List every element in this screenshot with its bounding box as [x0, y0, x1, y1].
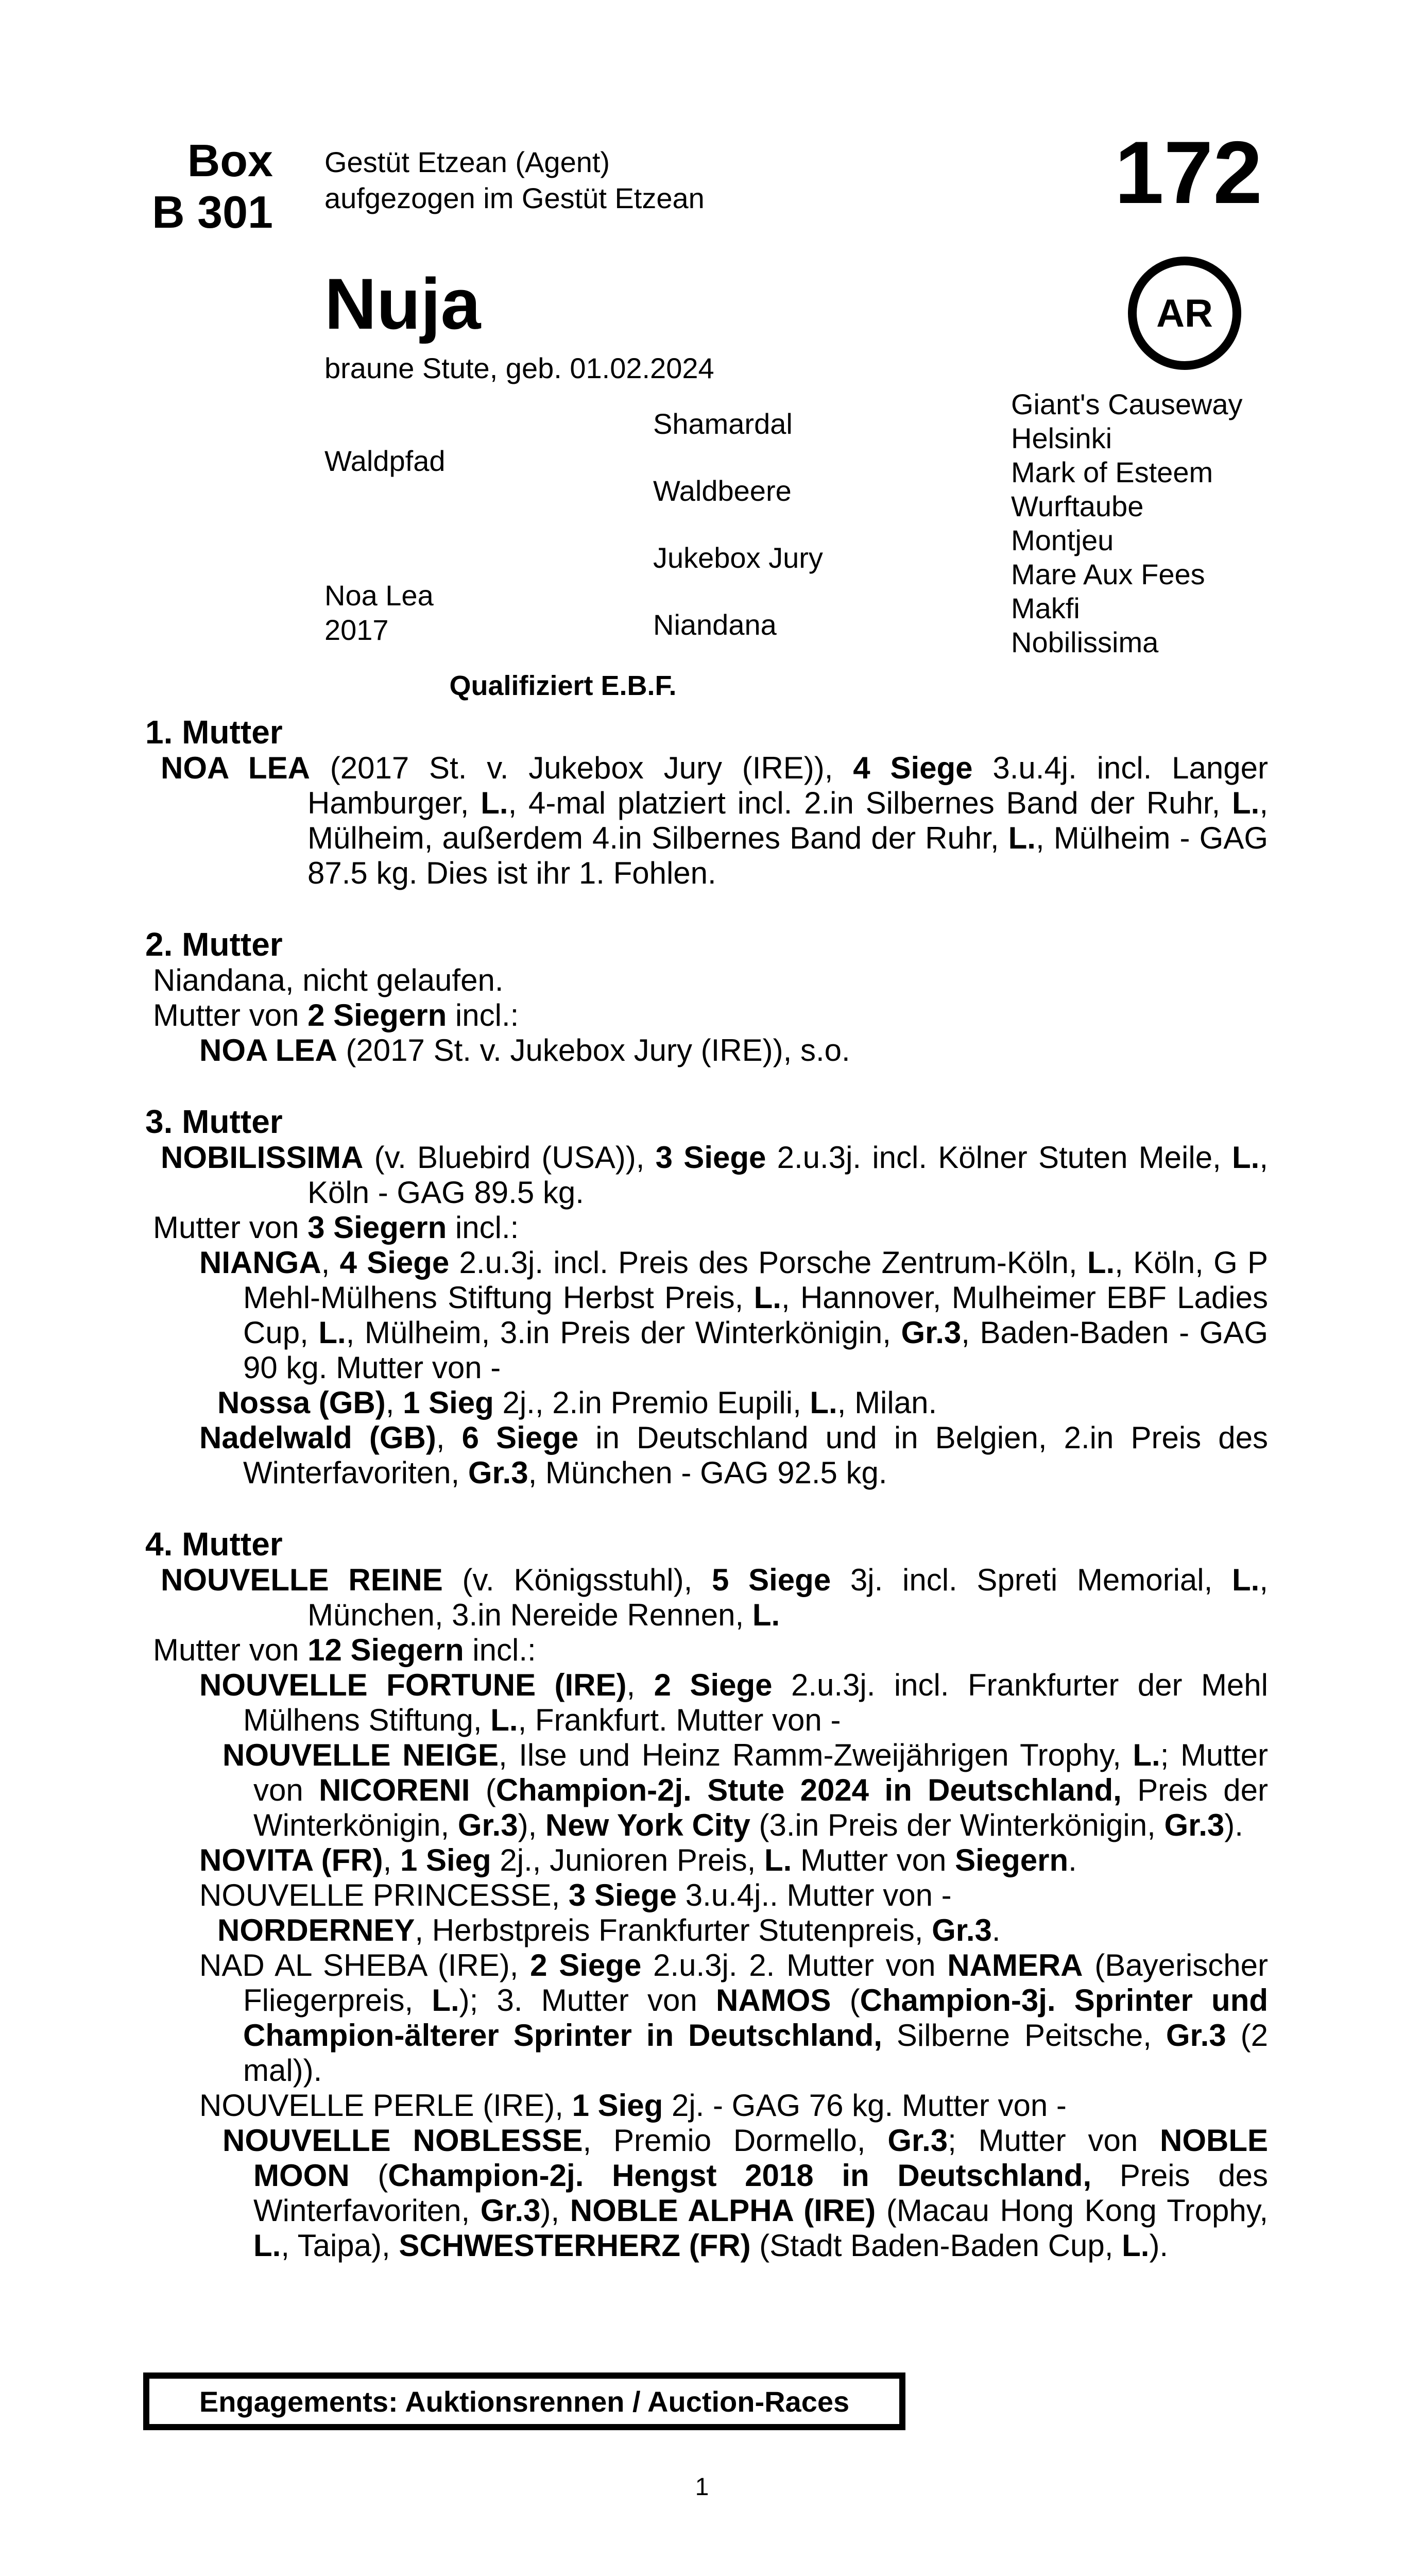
text: 2.u.3j. incl. Kölner Stuten Meile,	[766, 1140, 1232, 1175]
listed-tag: L.	[810, 1385, 837, 1420]
text: .	[1068, 1843, 1077, 1877]
horse-ref: NOBILISSIMA	[161, 1140, 364, 1175]
produce-entry	[153, 1245, 1268, 1385]
text: , Baden-Baden - GAG 90 kg. Mutter von -	[243, 1315, 1268, 1385]
horse-ref: New York City	[545, 1808, 750, 1842]
section-fourth-dam	[145, 1526, 1268, 2263]
produce-entry	[153, 1668, 1268, 1738]
produce-summary	[153, 998, 1268, 1033]
championship: Champion-3j. Sprinter und Champion-älterer Sprinter in Deutschland,	[243, 1983, 1268, 2053]
group-tag: Gr.3	[1166, 2018, 1226, 2053]
produce-entry	[153, 1948, 1268, 2088]
produce-entry	[153, 1738, 1268, 1843]
wins: 1 Sieg	[403, 1385, 494, 1420]
text: , Mülheim - GAG 87.5 kg. Dies ist ihr 1. Fohlen.	[307, 821, 1268, 890]
text: ,	[321, 1245, 340, 1280]
winners-ref: Siegern	[955, 1843, 1069, 1877]
text: (Bayerischer Fliegerpreis,	[243, 1948, 1268, 2018]
text: ; Mutter von	[948, 2123, 1138, 2158]
group-tag: Gr.3	[901, 1315, 962, 1350]
winners-count: 2 Siegern	[307, 998, 447, 1032]
text: ).	[1149, 2228, 1169, 2263]
pedigree-great-grandparent: Giant's Causeway	[1011, 388, 1243, 420]
horse-ref: NOUVELLE PRINCESSE	[199, 1878, 552, 1912]
horse-ref: NIANGA	[199, 1245, 321, 1280]
section-first-dam	[145, 714, 1268, 891]
winners-count: 12 Siegern	[307, 1633, 464, 1667]
pedigree-dam: Noa Lea	[324, 579, 434, 612]
listed-tag: L.	[1087, 1245, 1115, 1280]
listed-tag: L.	[1232, 1563, 1260, 1597]
text: , Premio Dormello,	[583, 2123, 888, 2158]
pedigree-grandparent: Shamardal	[653, 408, 793, 440]
text: , Hannover, Mulheimer EBF Ladies Cup,	[243, 1280, 1268, 1350]
text: (3.in Preis der Winterkönigin,	[750, 1808, 1165, 1842]
text: ,	[383, 1843, 400, 1877]
pedigree-great-grandparent: Nobilissima	[1011, 626, 1159, 658]
produce-entry	[153, 2123, 1268, 2263]
horse-ref: NOBLE MOON	[253, 2123, 1268, 2193]
text: Mutter von	[153, 998, 308, 1032]
box-label: Box	[187, 135, 273, 186]
listed-tag: L.	[764, 1843, 792, 1877]
produce-entry	[153, 1033, 1268, 1068]
dam-entry	[153, 751, 1268, 891]
engagements-box	[143, 2372, 905, 2430]
text: ,	[385, 1385, 403, 1420]
engagements-text: Engagements: Auktionsrennen / Auction-Races	[199, 2385, 850, 2418]
wins: 1 Sieg	[572, 2088, 663, 2123]
text: 2.u.3j. incl. Preis des Porsche Zentrum-Köln,	[449, 1245, 1087, 1280]
text: 2j., 2.in Premio Eupili,	[493, 1385, 810, 1420]
text: ),	[518, 1808, 545, 1842]
horse-ref: NAD AL SHEBA (IRE)	[199, 1948, 510, 1982]
pedigree-great-grandparent: Makfi	[1011, 592, 1080, 624]
pedigree-great-grandparent: Mark of Esteem	[1011, 456, 1213, 488]
text: ),	[540, 2193, 570, 2228]
wins: 6 Siege	[461, 1420, 579, 1455]
text: (v. Bluebird (USA)),	[363, 1140, 656, 1175]
wins: 5 Siege	[712, 1563, 831, 1597]
championship: Champion-2j. Hengst 2018 in Deutschland,	[388, 2158, 1092, 2193]
horse-ref: NOUVELLE NOBLESSE	[222, 2123, 583, 2158]
text: (Macau Hong Kong Trophy,	[876, 2193, 1268, 2228]
horse-ref: NOUVELLE PERLE (IRE)	[199, 2088, 555, 2123]
text: 3j. incl. Spreti Memorial,	[831, 1563, 1232, 1597]
listed-tag: L.	[481, 786, 508, 820]
raised-at: aufgezogen im Gestüt Etzean	[324, 182, 705, 214]
page-number: 1	[695, 2473, 709, 2501]
section-title: 2. Mutter	[145, 926, 283, 963]
text: ,	[509, 1948, 530, 1982]
listed-tag: L.	[1122, 2228, 1150, 2263]
text: (2017 St. v. Jukebox Jury (IRE)),	[310, 751, 853, 785]
text: (2017 St. v. Jukebox Jury (IRE)), s.o.	[337, 1033, 850, 1067]
winners-count: 3 Siegern	[307, 1210, 447, 1245]
wins: 2 Siege	[654, 1668, 773, 1702]
box-info	[103, 135, 273, 238]
horse-ref: NOA LEA	[161, 751, 310, 785]
listed-tag: L.	[752, 1598, 780, 1632]
horse-ref: NOVITA (FR)	[199, 1843, 383, 1877]
pedigree-grandparent: Waldbeere	[653, 474, 792, 507]
text: 2j. - GAG 76 kg. Mutter von -	[663, 2088, 1067, 2123]
text: ,	[555, 2088, 572, 2123]
text: (v. Königsstuhl),	[442, 1563, 712, 1597]
text: , Köln, G P Mehl-Mülhens Stiftung Herbst Preis,	[243, 1245, 1269, 1315]
dam-entry	[153, 1563, 1268, 1633]
horse-ref: NOUVELLE REINE	[161, 1563, 443, 1597]
text: , 4-mal platziert incl. 2.in Silbernes Band der Ruhr,	[508, 786, 1232, 820]
listed-tag: L.	[432, 1983, 459, 2018]
horse-ref: NOA LEA	[199, 1033, 337, 1067]
text: , Köln - GAG 89.5 kg.	[307, 1140, 1268, 1210]
horse-ref: NOUVELLE NEIGE	[222, 1738, 499, 1772]
text: , Milan.	[837, 1385, 937, 1420]
text: , Frankfurt. Mutter von -	[518, 1703, 841, 1737]
text: ,	[436, 1420, 462, 1455]
text: 2.u.3j. 2. Mutter von	[641, 1948, 948, 1982]
text: in Deutschland und in Belgien, 2.in Preis des Winterfavoriten,	[243, 1420, 1268, 1490]
text: ,	[626, 1668, 654, 1702]
text: ,	[551, 1878, 569, 1912]
text: , Taipa),	[281, 2228, 399, 2263]
ar-badge-label: AR	[1156, 291, 1213, 335]
group-tag: Gr.3	[1164, 1808, 1225, 1842]
family-content	[145, 714, 1268, 2263]
horse-ref: NAMERA	[947, 1948, 1083, 1982]
produce-entry	[153, 2088, 1268, 2123]
horse-name: Nuja	[324, 263, 481, 344]
text: (	[470, 1773, 496, 1807]
wins: 1 Sieg	[400, 1843, 491, 1877]
horse-ref: NAMOS	[716, 1983, 831, 2018]
group-tag: Gr.3	[887, 2123, 948, 2158]
horse-ref: NOUVELLE FORTUNE (IRE)	[199, 1668, 627, 1702]
dam-entry: Niandana, nicht gelaufen.	[153, 963, 504, 997]
produce-summary	[153, 1210, 1268, 1245]
horse-description: braune Stute, geb. 01.02.2024	[324, 352, 714, 384]
pedigree-great-grandparent: Wurftaube	[1011, 490, 1144, 522]
text: , Mülheim, außerdem 4.in Silbernes Band der Ruhr,	[307, 786, 1268, 855]
text: , München, 3.in Nereide Rennen,	[307, 1563, 1268, 1632]
text: 3.u.4j. incl. Langer Hamburger,	[307, 751, 1268, 820]
horse-ref: NICORENI	[319, 1773, 470, 1807]
section-third-dam	[145, 1103, 1268, 1490]
text: Silberne Peitsche,	[882, 2018, 1166, 2053]
group-tag: Gr.3	[932, 1913, 992, 1947]
text: Mutter von	[792, 1843, 955, 1877]
pedigree-great-grandparent: Mare Aux Fees	[1011, 558, 1205, 590]
listed-tag: L.	[1231, 786, 1260, 820]
text: , München - GAG 92.5 kg.	[528, 1455, 887, 1490]
wins: 4 Siege	[339, 1245, 450, 1280]
qualification-text: Qualifiziert E.B.F.	[449, 670, 677, 701]
produce-summary	[153, 1633, 1268, 1668]
listed-tag: L.	[318, 1315, 346, 1350]
listed-tag: L.	[253, 2228, 281, 2263]
horse-ref: Nossa (GB)	[217, 1385, 386, 1420]
produce-entry	[153, 1878, 1268, 1913]
listed-tag: L.	[754, 1280, 781, 1315]
text: 2.u.3j. incl. Frankfurter der Mehl Mülhens Stiftung,	[243, 1668, 1268, 1737]
group-tag: Gr.3	[468, 1455, 528, 1490]
text: ); 3. Mutter von	[459, 1983, 716, 2018]
section-title: 1. Mutter	[145, 714, 283, 751]
produce-entry	[153, 1385, 1268, 1420]
listed-tag: L.	[1008, 821, 1036, 855]
group-tag: Gr.3	[457, 1808, 518, 1842]
box-number: B 301	[152, 187, 273, 238]
pedigree-sire: Waldpfad	[324, 445, 446, 477]
text: (Stadt Baden-Baden Cup,	[750, 2228, 1122, 2263]
text: , Ilse und Heinz Ramm-Zweijährigen Trophy,	[498, 1738, 1133, 1772]
text: 2j., Junioren Preis,	[491, 1843, 764, 1877]
text: ; Mutter von	[253, 1738, 1268, 1807]
pedigree-great-grandparent: Montjeu	[1011, 524, 1114, 556]
wins: 2 Siege	[530, 1948, 642, 1982]
dam-entry	[153, 1140, 1268, 1210]
ar-badge-icon	[1128, 257, 1241, 370]
championship: Champion-2j. Stute 2024 in Deutschland,	[495, 1773, 1122, 1807]
consignor-info	[324, 144, 705, 216]
produce-entry	[153, 1420, 1268, 1490]
text: incl.:	[464, 1633, 536, 1667]
listed-tag: L.	[1232, 1140, 1260, 1175]
text: Mutter von	[153, 1210, 308, 1245]
lot-number: 172	[1115, 123, 1262, 222]
section-title: 4. Mutter	[145, 1526, 283, 1563]
text: , Mülheim, 3.in Preis der Winterkönigin,	[346, 1315, 901, 1350]
horse-ref: NORDERNEY	[217, 1913, 415, 1947]
consignor: Gestüt Etzean (Agent)	[324, 146, 610, 178]
text: incl.:	[447, 998, 519, 1032]
produce-entry	[153, 1843, 1268, 1878]
text: ).	[1224, 1808, 1243, 1842]
produce-entry	[153, 1913, 1268, 1948]
text: Preis der Winterkönigin,	[253, 1773, 1268, 1842]
pedigree-grandparent: Niandana	[653, 608, 777, 641]
horse-ref: NOBLE ALPHA (IRE)	[570, 2193, 876, 2228]
listed-tag: L.	[1133, 1738, 1160, 1772]
listed-tag: L.	[490, 1703, 518, 1737]
pedigree-great-grandparent: Helsinki	[1011, 422, 1112, 454]
text: (2 mal)).	[243, 2018, 1268, 2088]
text: Preis des Winterfavoriten,	[253, 2158, 1268, 2228]
text: Mutter von	[153, 1633, 308, 1667]
text: (	[831, 1983, 860, 2018]
pedigree-grandparent: Jukebox Jury	[653, 541, 823, 574]
horse-ref: SCHWESTERHERZ (FR)	[399, 2228, 751, 2263]
qualification	[0, 670, 1404, 702]
section-second-dam	[145, 926, 1268, 1068]
text: 3.u.4j.. Mutter von -	[677, 1878, 952, 1912]
pedigree-dam-year: 2017	[324, 614, 389, 646]
horse-ref: Nadelwald (GB)	[199, 1420, 436, 1455]
text: (	[349, 2158, 388, 2193]
wins: 3 Siege	[655, 1140, 766, 1175]
group-tag: Gr.3	[480, 2193, 541, 2228]
text: , Herbstpreis Frankfurter Stutenpreis,	[415, 1913, 932, 1947]
section-title: 3. Mutter	[145, 1103, 283, 1140]
text: incl.:	[447, 1210, 519, 1245]
wins: 3 Siege	[568, 1878, 677, 1912]
wins: 4 Siege	[853, 751, 973, 785]
text: .	[991, 1913, 1001, 1947]
